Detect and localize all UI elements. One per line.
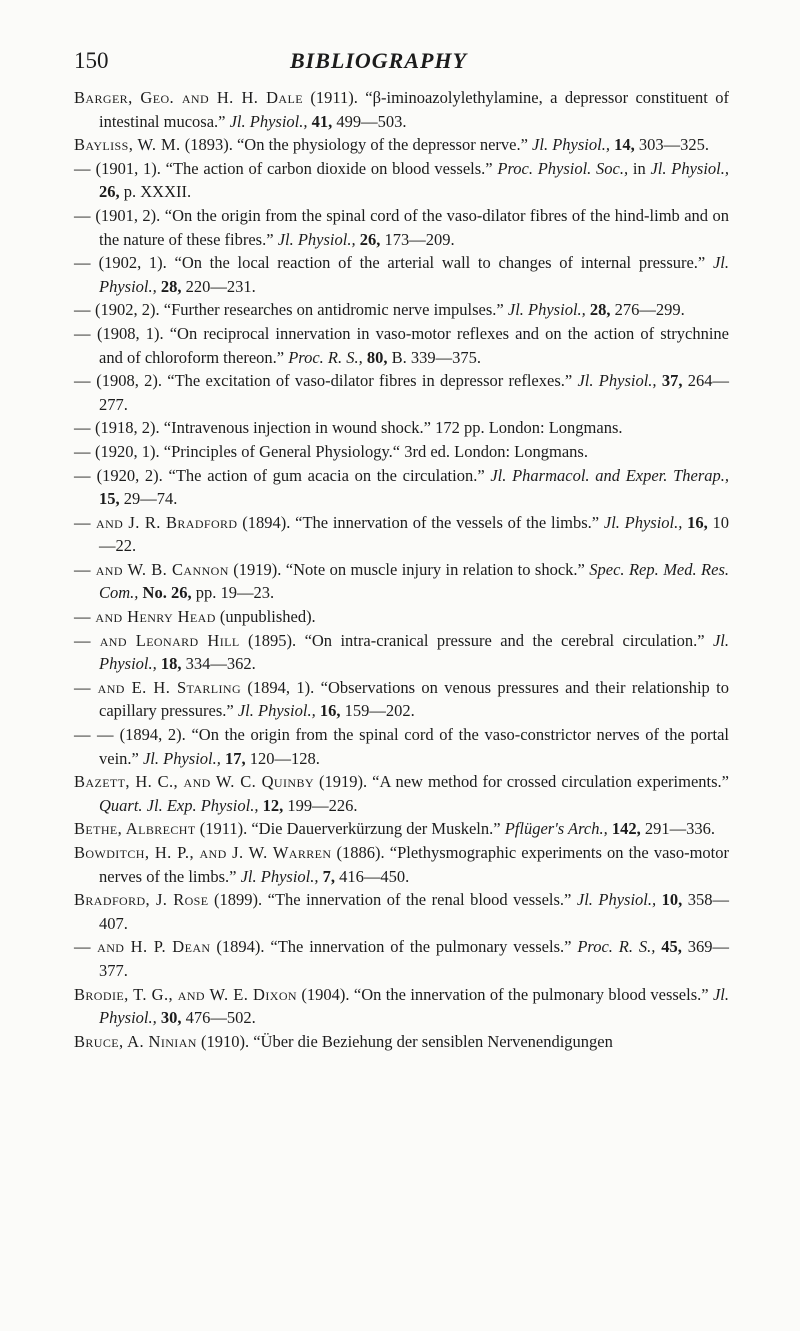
- running-head: BIBLIOGRAPHY: [290, 48, 468, 73]
- entry-volume: 17,: [225, 748, 246, 768]
- bibliography-entry: [74, 558, 729, 605]
- bibliography-entry: [74, 369, 729, 416]
- entry-journal: Jl. Physiol.,: [99, 253, 730, 296]
- entry-pages: 173—209.: [384, 229, 455, 249]
- entry-volume: 16,: [319, 701, 341, 721]
- entry-author: Brodie, T. G., and W. E. Dixon: [74, 984, 297, 1004]
- entry-title: “The excitation of vaso-dilator fibres in depressor reflexes.”: [167, 371, 573, 391]
- entry-date: (1920, 1).: [95, 441, 160, 461]
- entry-author: Bowditch, H. P., and J. W. Warren: [74, 843, 332, 862]
- entry-author: —: [74, 418, 91, 438]
- entry-author: —: [74, 205, 91, 225]
- entry-author: — and H. P. Dean: [74, 937, 211, 957]
- entry-pages: 29—74.: [123, 489, 178, 509]
- entry-date: (1902, 1).: [98, 253, 167, 273]
- entry-author: Bayliss, W. M.: [74, 135, 181, 155]
- entry-volume: No. 26,: [142, 583, 192, 603]
- bibliography-entry: [74, 251, 729, 298]
- entry-date: (1894, 1).: [247, 677, 315, 697]
- entry-journal: Jl. Physiol.,: [142, 748, 221, 768]
- entry-title: “Further researches on antidromic nerve impulses.”: [163, 300, 504, 320]
- bibliography-entry: [74, 770, 729, 817]
- entry-date: (1920, 2).: [96, 465, 163, 485]
- bibliography-entry: [74, 133, 729, 157]
- entry-pages: B. 339—375.: [391, 347, 482, 367]
- entry-author: — and Henry Head: [74, 607, 216, 627]
- entry-author: —: [74, 300, 91, 320]
- entry-title: “The action of gum acacia on the circulation.”: [168, 465, 485, 485]
- entry-pages: 264—277.: [99, 371, 730, 414]
- entry-author: —: [74, 441, 91, 461]
- bibliography-entry: [74, 629, 729, 676]
- bibliography-entry: [74, 935, 729, 982]
- entry-title: “Note on muscle injury in relation to shock.”: [285, 559, 585, 579]
- entry-journal: Jl. Physiol.,: [99, 630, 730, 674]
- entry-title: “On the innervation of the pulmonary blood vessels.”: [353, 984, 709, 1004]
- entry-date: (1894, 2).: [119, 725, 186, 745]
- entry-volume: 142,: [611, 819, 641, 839]
- entry-pages: 416—450.: [339, 866, 410, 886]
- entry-journal: Jl. Physiol.,: [577, 371, 657, 391]
- entry-extra: in: [632, 158, 646, 178]
- bibliography-entry: [74, 157, 729, 204]
- entry-title: “A new method for crossed circulation experiments.”: [372, 772, 729, 792]
- entry-date: (1908, 1).: [97, 323, 164, 343]
- entry-date: (1908, 2).: [96, 371, 162, 391]
- bibliography-entry: [74, 204, 729, 251]
- entry-pages: 476—502.: [185, 1008, 256, 1028]
- entry-journal: Jl. Physiol.,: [237, 701, 316, 721]
- entry-journal: Jl. Physiol.,: [576, 890, 657, 910]
- entry-title: “β-iminoazolylethylamine, a depressor constituent of intestinal mucosa.”: [99, 88, 730, 131]
- bibliography-entry: [74, 511, 729, 558]
- entry-pages: 358—407.: [99, 890, 730, 933]
- bibliography-entry: [74, 464, 729, 511]
- entry-title: “Plethysmographic experiments on the vaso-motor nerves of the limbs.”: [99, 843, 729, 886]
- bibliography-entry: [74, 416, 729, 440]
- entry-journal: Spec. Rep. Med. Res. Com.,: [99, 559, 730, 603]
- entry-pages: 199—226.: [287, 795, 358, 815]
- entry-pages: 369—377.: [99, 937, 729, 980]
- entry-volume: 12,: [262, 795, 284, 815]
- entry-author: — and E. H. Starling: [74, 677, 242, 697]
- bibliography-entry: [74, 888, 729, 935]
- entry-author: —: [74, 465, 91, 485]
- entry-author: — and W. B. Cannon: [74, 559, 229, 579]
- entry-title: “On the physiology of the depressor nerve.”: [236, 135, 528, 155]
- entry-pages: pp. 19—23.: [195, 583, 275, 603]
- entry-volume: 30,: [160, 1008, 182, 1028]
- bibliography-entry: [74, 298, 729, 322]
- entry-pages: 120—128.: [249, 748, 320, 768]
- entry-volume: 80,: [366, 347, 388, 367]
- entry-date: (1911).: [199, 819, 248, 839]
- entry-author: — and J. R. Bradford: [74, 512, 238, 532]
- entry-journal: Proc. R. S.,: [577, 937, 656, 957]
- entry-pages: p. XXXII.: [123, 182, 192, 202]
- bibliography-entry: [74, 983, 729, 1030]
- entry-title: “Die Dauerverkürzung der Muskeln.”: [251, 819, 501, 839]
- entry-volume: 18,: [160, 654, 182, 674]
- entry-date: (1911).: [310, 88, 358, 107]
- entry-author: Bazett, H. C., and W. C. Quinby: [74, 772, 314, 792]
- entry-journal: Jl. Pharmacol. and Exper. Therap.,: [490, 465, 730, 485]
- entry-pages: 499—503.: [336, 111, 407, 131]
- entry-title: “On the origin from the spinal cord of the vaso-dilator fibres of the hind-limb and on the nature of these fibres.”: [99, 205, 730, 249]
- bibliography-entry: [74, 605, 729, 629]
- entry-date: (1893).: [184, 135, 233, 155]
- entry-journal: Proc. Physiol. Soc.,: [497, 158, 629, 178]
- entry-author: — —: [74, 725, 114, 745]
- entry-author: —: [74, 371, 91, 391]
- bibliography-entry: [74, 322, 729, 369]
- entry-journal: Jl. Physiol.,: [240, 866, 319, 886]
- entry-title: “On the origin from the spinal cord of the vaso-constrictor nerves of the portal vein.”: [99, 725, 730, 768]
- entry-volume: 41,: [311, 111, 333, 131]
- entry-author: —: [74, 253, 91, 273]
- entry-volume: 26,: [359, 229, 381, 249]
- entry-journal: Jl. Physiol.,: [532, 135, 610, 155]
- bibliography-list: [74, 86, 729, 1053]
- entry-date: (1904).: [301, 984, 350, 1004]
- bibliography-entry: [74, 86, 729, 133]
- entry-author: — and Leonard Hill: [74, 630, 240, 650]
- entry-date: (1895).: [248, 630, 297, 650]
- entry-volume: 37,: [661, 371, 683, 391]
- entry-volume: 45,: [661, 937, 682, 957]
- entry-author: Bruce, A. Ninian: [74, 1031, 197, 1051]
- entry-date: (unpublished).: [219, 607, 316, 627]
- entry-pages: 276—299.: [614, 300, 685, 320]
- entry-volume: 15,: [99, 489, 120, 509]
- entry-journal: Quart. Jl. Exp. Physiol.,: [99, 795, 259, 815]
- entry-date: (1902, 2).: [95, 300, 160, 320]
- entry-pages: 303—325.: [638, 135, 709, 155]
- entry-date: (1894).: [242, 512, 291, 532]
- entry-author: Barger, Geo. and H. H. Dale: [74, 88, 303, 107]
- entry-title: “On the local reaction of the arterial wall to changes of internal pressure.”: [174, 253, 706, 273]
- entry-date: (1886).: [336, 843, 385, 862]
- bibliography-entry: [74, 676, 729, 723]
- entry-volume: 26,: [99, 182, 120, 202]
- entry-title: “Intravenous injection in wound shock.”: [163, 418, 431, 438]
- page-number: 150: [74, 48, 109, 73]
- bibliography-entry: [74, 1030, 729, 1054]
- entry-date: (1899).: [214, 890, 263, 910]
- entry-author: Bradford, J. Rose: [74, 890, 209, 910]
- entry-date: (1901, 1).: [95, 158, 161, 178]
- entry-author: —: [74, 158, 91, 178]
- entry-title: “On reciprocal innervation in vaso-motor reflexes and on the action of strychnine and of chloroform thereon.”: [99, 323, 729, 367]
- entry-pages: 220—231.: [185, 276, 256, 296]
- bibliography-entry: [74, 817, 729, 841]
- bibliography-entry: [74, 440, 729, 464]
- entry-volume: 28,: [160, 276, 182, 296]
- entry-title: “The innervation of the vessels of the limbs.”: [295, 512, 600, 532]
- entry-volume: 10,: [661, 890, 683, 910]
- entry-date: (1910).: [200, 1031, 250, 1051]
- entry-journal: Pflüger's Arch.,: [504, 819, 608, 839]
- entry-date: (1894).: [216, 937, 265, 957]
- entry-pages: 172 pp. London: Longmans.: [435, 418, 623, 438]
- entry-title: “The action of carbon dioxide on blood vessels.”: [165, 158, 493, 178]
- entry-pages: 334—362.: [185, 654, 256, 674]
- entry-title: “Über die Beziehung der sensiblen Nervenendigungen: [253, 1031, 613, 1051]
- entry-pages: 291—336.: [644, 819, 715, 839]
- entry-title: “The innervation of the pulmonary vessels.”: [270, 937, 572, 957]
- entry-journal: Proc. R. S.,: [288, 347, 363, 367]
- entry-journal: Jl. Physiol.,: [603, 512, 683, 532]
- entry-pages: 3rd ed. London: Longmans.: [404, 441, 588, 461]
- entry-volume: 7,: [322, 866, 335, 886]
- entry-title: “Principles of General Physiology.“: [163, 441, 401, 461]
- entry-journal: Jl. Physiol.,: [507, 300, 586, 320]
- entry-author: —: [74, 323, 91, 343]
- entry-journal: Jl. Physiol.,: [99, 984, 730, 1028]
- entry-date: (1918, 2).: [95, 418, 160, 438]
- page-header: [74, 48, 726, 78]
- entry-date: (1919).: [233, 559, 282, 579]
- entry-title: “On intra-cranical pressure and the cerebral circulation.”: [304, 630, 705, 650]
- entry-author: Bethe, Albrecht: [74, 819, 196, 839]
- entry-title: “The innervation of the renal blood vessels.”: [267, 890, 572, 910]
- entry-journal: Jl. Physiol.,: [650, 158, 730, 178]
- entry-date: (1919).: [318, 772, 368, 792]
- bibliography-entry: [74, 841, 729, 888]
- bibliography-entry: [74, 723, 729, 770]
- entry-volume: 14,: [614, 135, 635, 155]
- entry-volume: 28,: [589, 300, 611, 320]
- entry-pages: 10—22.: [99, 512, 730, 556]
- entry-journal: Jl. Physiol.,: [277, 229, 356, 249]
- entry-journal: Jl. Physiol.,: [229, 111, 308, 131]
- entry-title: “Observations on venous pressures and their relationship to capillary pressures.”: [99, 677, 729, 721]
- entry-pages: 159—202.: [344, 701, 415, 721]
- entry-volume: 16,: [687, 512, 708, 532]
- entry-date: (1901, 2).: [95, 205, 161, 225]
